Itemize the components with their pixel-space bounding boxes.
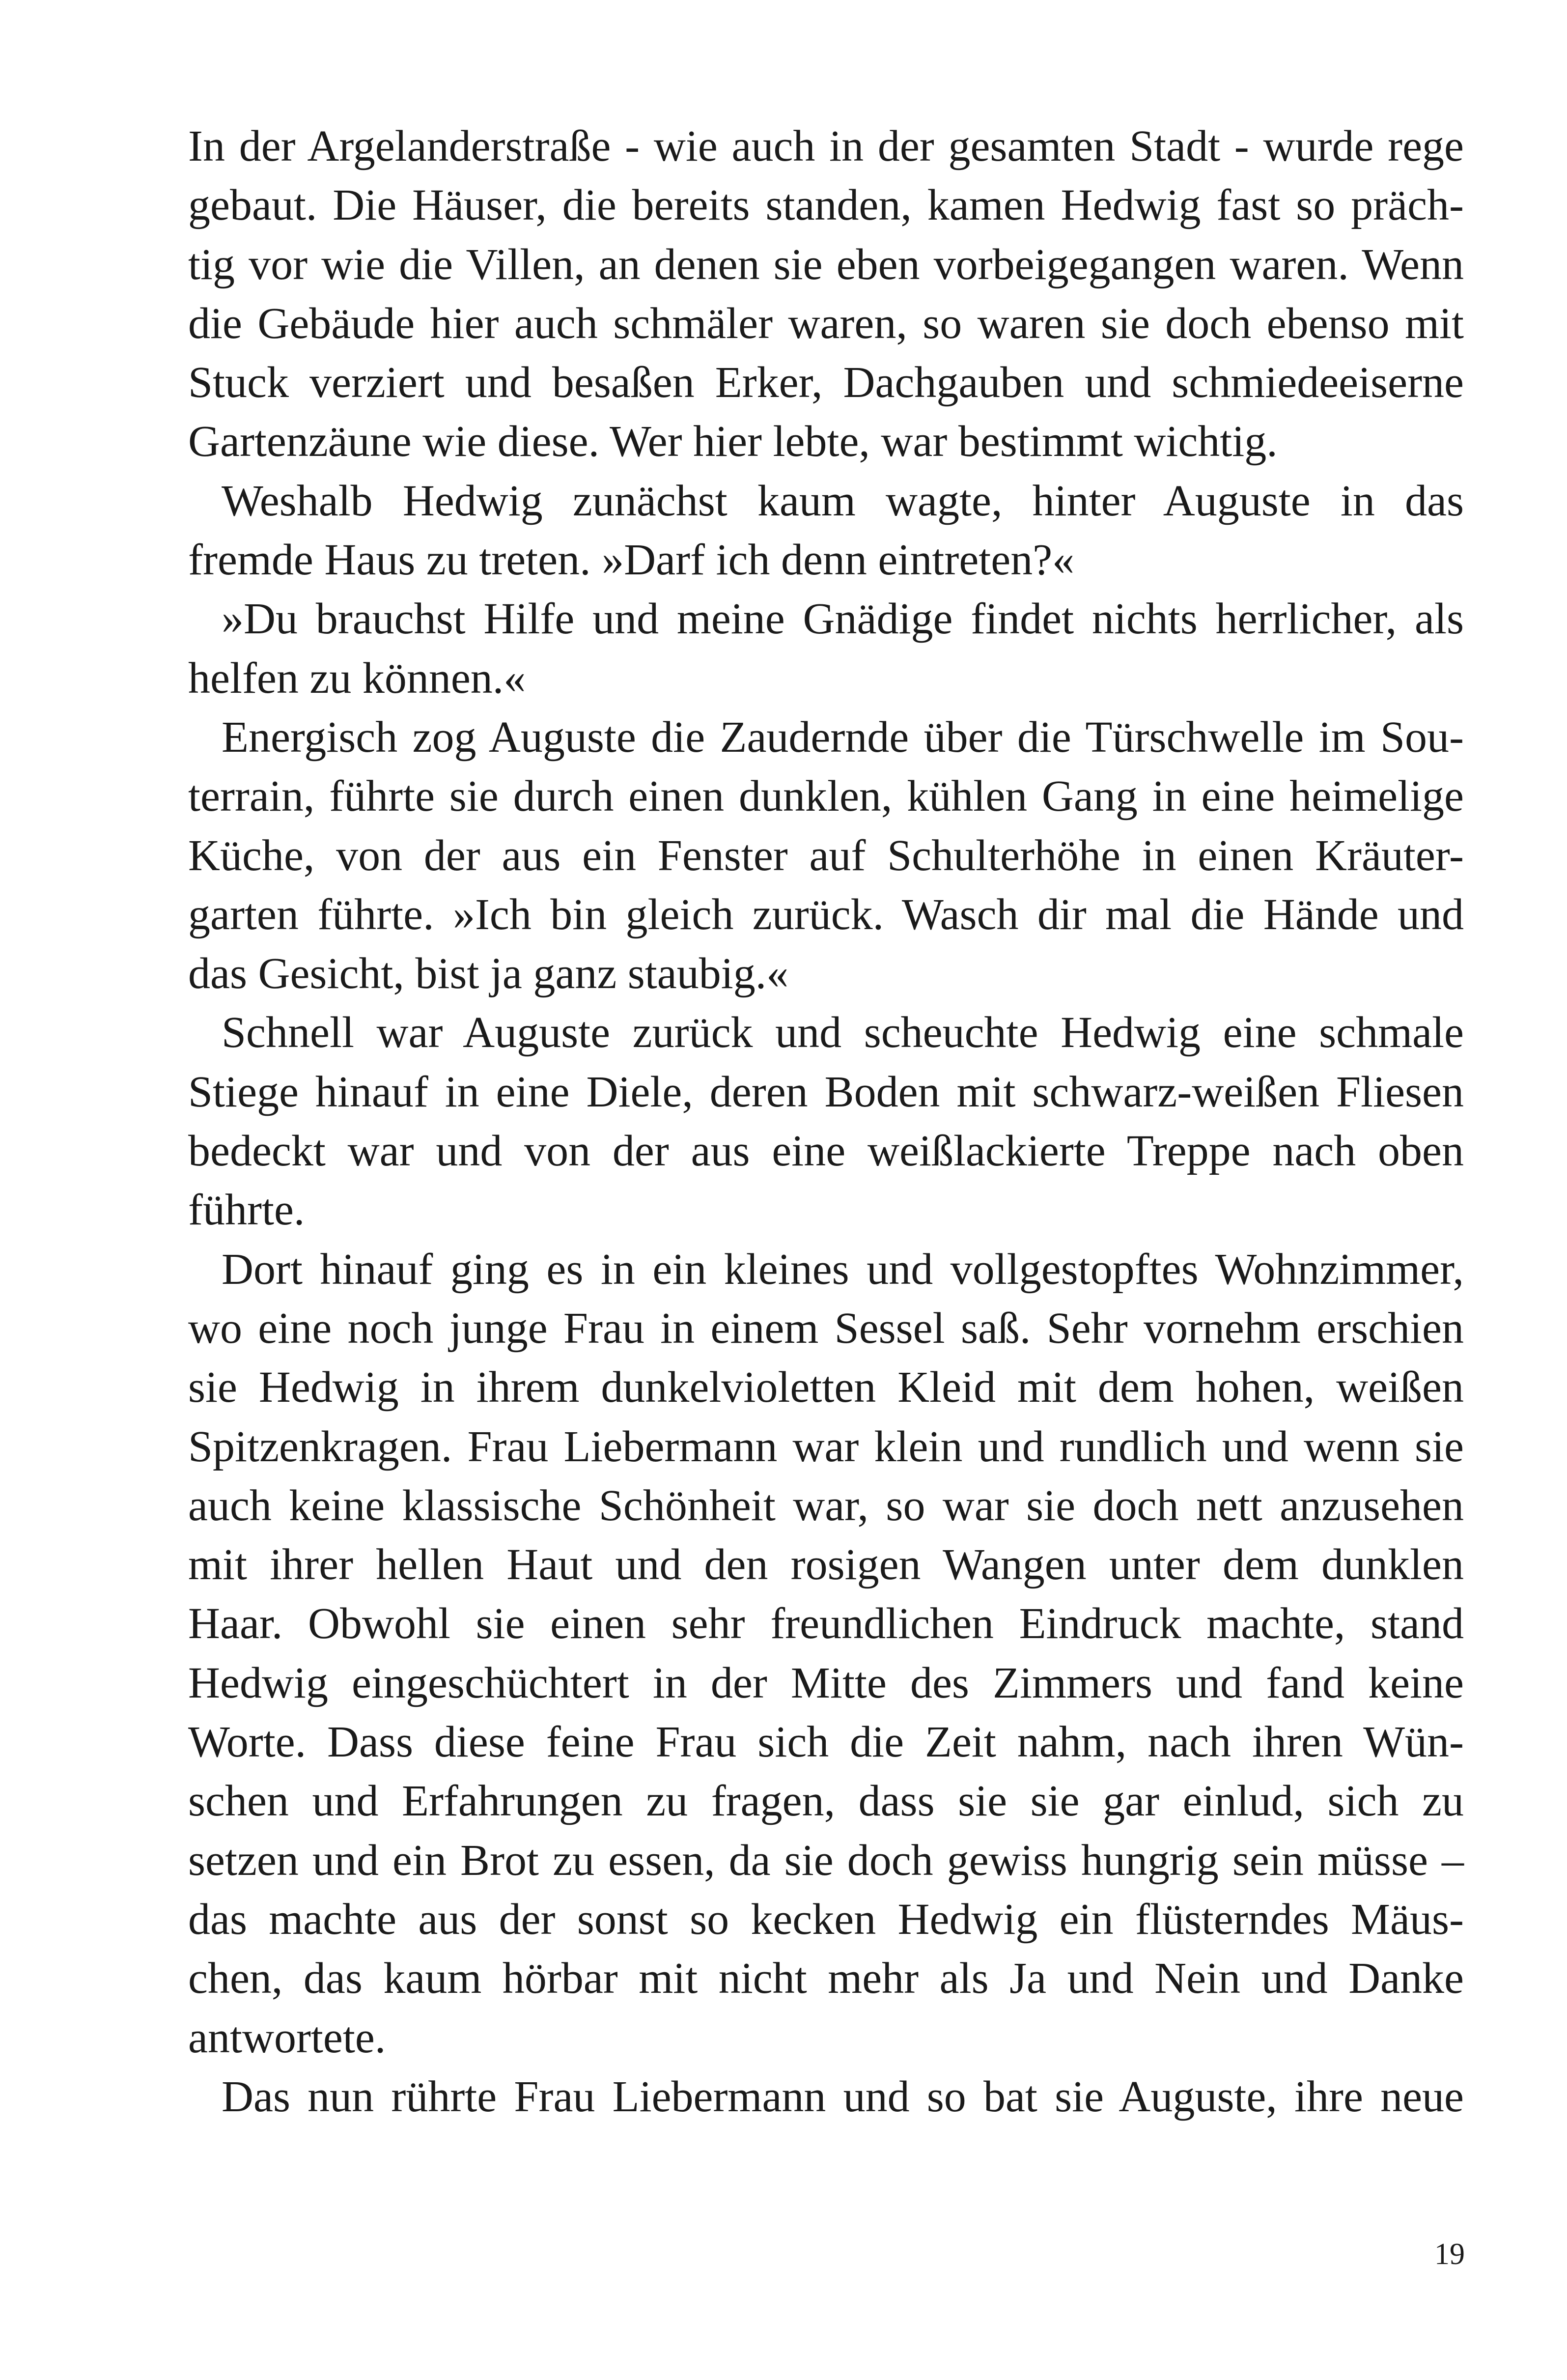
text-line: gebaut. Die Häuser, die bereits standen, kamen Hedwig fast so präch- xyxy=(188,181,1464,230)
text-line: Energisch zog Auguste die Zaudernde über die Türschwelle im Sou- xyxy=(222,712,1464,762)
paragraph xyxy=(188,708,1464,1003)
text-line: fremde Haus zu treten. »Darf ich denn eintreten?« xyxy=(188,536,1075,585)
text-line: schen und Erfahrungen zu fragen, dass sie sie gar einlud, sich zu xyxy=(188,1777,1464,1826)
text-line: Stuck verziert und besaßen Erker, Dachgauben und schmiedeeiserne xyxy=(188,358,1464,407)
paragraph xyxy=(188,472,1464,590)
text-line: das Gesicht, bist ja ganz staubig.« xyxy=(188,949,789,998)
text-line: wo eine noch junge Frau in einem Sessel saß. Sehr vornehm erschien xyxy=(188,1303,1464,1353)
text-line: bedeckt war und von der aus eine weißlackierte Treppe nach oben xyxy=(188,1127,1464,1176)
paragraph xyxy=(188,1240,1464,2068)
text-line: Küche, von der aus ein Fenster auf Schulterhöhe in einen Kräuter- xyxy=(188,831,1464,880)
text-line: auch keine klassische Schönheit war, so war sie doch nett anzusehen xyxy=(188,1481,1464,1530)
text-line: Schnell war Auguste zurück und scheuchte Hedwig eine schmale xyxy=(222,1008,1464,1057)
text-line: chen, das kaum hörbar mit nicht mehr als Ja und Nein und Danke xyxy=(188,1954,1464,2003)
text-line: sie Hedwig in ihrem dunkelvioletten Kleid mit dem hohen, weißen xyxy=(188,1363,1464,1412)
text-line: Dort hinauf ging es in ein kleines und vollgestopftes Wohnzimmer, xyxy=(222,1245,1464,1294)
paragraph xyxy=(188,1003,1464,1240)
text-line: Weshalb Hedwig zunächst kaum wagte, hinter Auguste in das xyxy=(222,476,1464,525)
text-line: antwortete. xyxy=(188,2013,386,2062)
paragraph xyxy=(188,117,1464,472)
text-line: die Gebäude hier auch schmäler waren, so waren sie doch ebenso mit xyxy=(188,299,1464,348)
text-line: garten führte. »Ich bin gleich zurück. Wasch dir mal die Hände und xyxy=(188,890,1464,939)
paragraph xyxy=(188,590,1464,708)
text-line: terrain, führte sie durch einen dunklen, kühlen Gang in eine heimelige xyxy=(188,772,1464,821)
text-line: In der Argelanderstraße - wie auch in der gesamten Stadt - wurde rege xyxy=(188,122,1464,170)
text-line: Das nun rührte Frau Liebermann und so bat sie Auguste, ihre neue xyxy=(222,2072,1464,2121)
text-line: mit ihrer hellen Haut und den rosigen Wangen unter dem dunklen xyxy=(188,1540,1464,1589)
text-line: das machte aus der sonst so kecken Hedwig ein flüsterndes Mäus- xyxy=(188,1895,1464,1944)
text-line: setzen und ein Brot zu essen, da sie doch gewiss hungrig sein müsse – xyxy=(188,1836,1464,1885)
page-number: 19 xyxy=(1434,2238,1465,2271)
text-line: »Du brauchst Hilfe und meine Gnädige findet nichts herrlicher, als xyxy=(222,595,1464,644)
text-line: Stiege hinauf in eine Diele, deren Boden mit schwarz-weißen Fliesen xyxy=(188,1067,1464,1116)
paragraph xyxy=(188,2068,1464,2126)
text-line: Hedwig eingeschüchtert in der Mitte des Zimmers und fand keine xyxy=(188,1658,1464,1707)
text-line: Worte. Dass diese feine Frau sich die Zeit nahm, nach ihren Wün- xyxy=(188,1718,1464,1767)
text-line: Gartenzäune wie diese. Wer hier lebte, war bestimmt wichtig. xyxy=(188,417,1278,466)
text-line: tig vor wie die Villen, an denen sie eben vorbeigegangen waren. Wenn xyxy=(188,240,1464,289)
text-line: führte. xyxy=(188,1186,305,1235)
text-line: Haar. Obwohl sie einen sehr freundlichen Eindruck machte, stand xyxy=(188,1599,1464,1648)
text-line: Spitzenkragen. Frau Liebermann war klein und rundlich und wenn sie xyxy=(188,1422,1464,1471)
page-body xyxy=(188,117,1464,2126)
text-line: helfen zu können.« xyxy=(188,653,526,703)
